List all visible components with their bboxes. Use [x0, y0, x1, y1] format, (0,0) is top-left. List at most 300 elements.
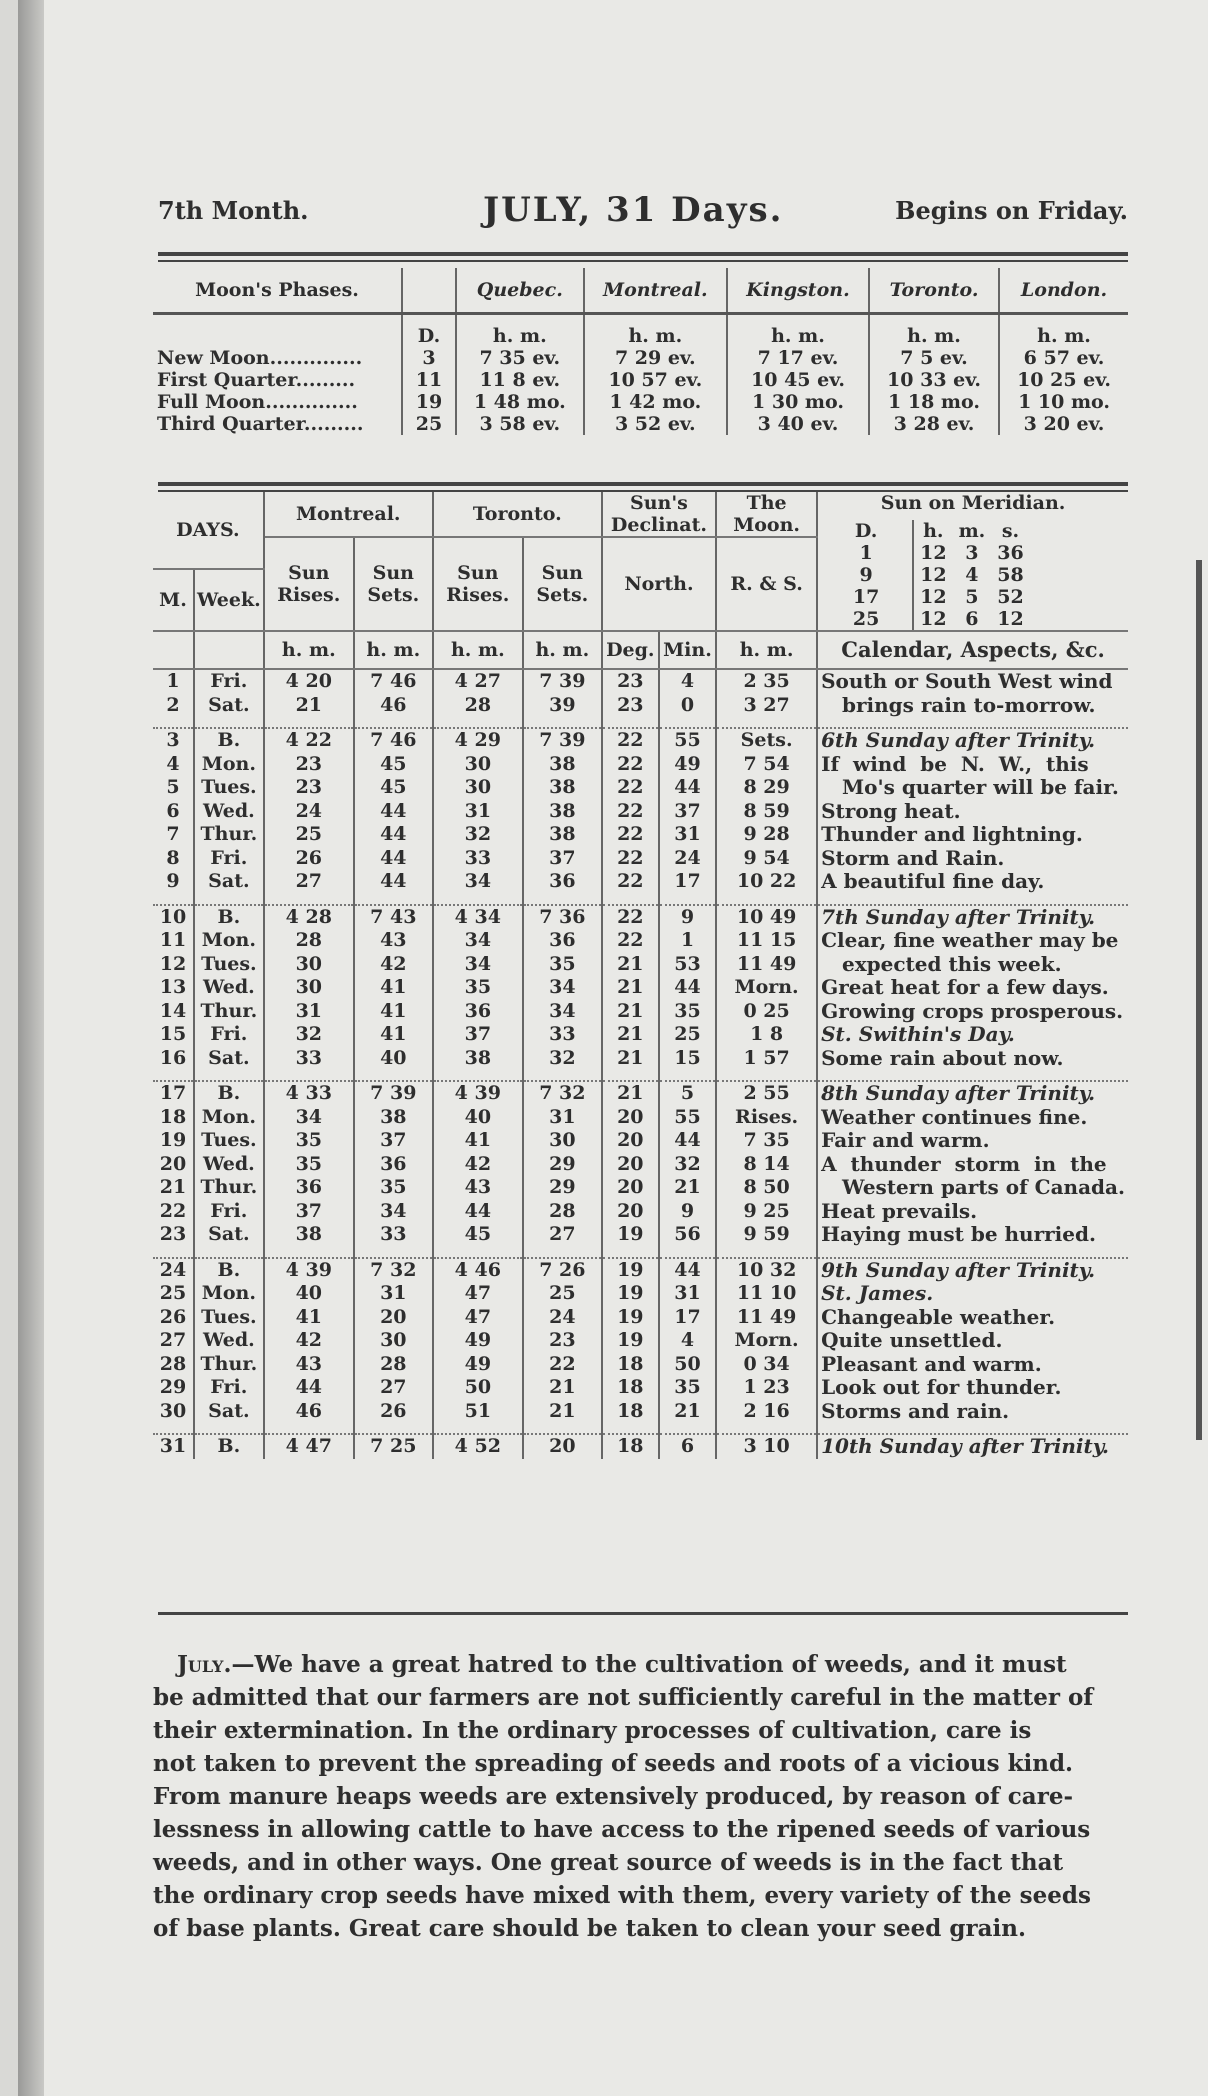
day-ms: 7 25: [354, 1434, 433, 1459]
unit-hm: h. m.: [716, 631, 817, 669]
day-mr: 30: [264, 953, 354, 977]
meridian-s: 58: [997, 564, 1024, 586]
phase-time-toronto: 10 33 ev.: [869, 369, 999, 391]
moon-phase-row: [153, 391, 1128, 413]
day-m: 25: [153, 1282, 194, 1306]
day-mr: 33: [264, 1047, 354, 1071]
day-min: 37: [659, 800, 716, 824]
day-asp: expected this week.: [821, 951, 1062, 976]
meridian-h: 12: [920, 542, 947, 564]
meridian-h: 12: [920, 608, 947, 630]
day-min: 50: [659, 1353, 716, 1377]
kingston-header: Kingston.: [727, 268, 869, 314]
phase-time-quebec: 1 48 mo.: [456, 391, 584, 413]
day-tr: 33: [433, 847, 523, 871]
meridian-cell: [817, 492, 1128, 631]
moon-header: The Moon.: [716, 492, 817, 537]
day-tr: 4 46: [433, 1258, 523, 1283]
meridian-row: [820, 586, 1030, 608]
phase-time-montreal: 10 57 ev.: [584, 369, 727, 391]
day-w: Fri.: [194, 847, 264, 871]
day-mr: 41: [264, 1306, 354, 1330]
unit-hm: h. m.: [354, 631, 433, 669]
day-tr: 4 39: [433, 1081, 523, 1106]
week-gap: [153, 1423, 1128, 1434]
day-deg: 21: [602, 1023, 659, 1047]
day-moon: 3 27: [716, 694, 817, 718]
gap-cell: [264, 1247, 354, 1258]
day-tr: 40: [433, 1106, 523, 1130]
day-mr: 4 22: [264, 728, 354, 753]
gap-cell: [433, 1070, 523, 1081]
merid-head-m: m.: [958, 520, 986, 542]
day-w: Tues.: [194, 1129, 264, 1153]
day-ts: 33: [523, 1023, 602, 1047]
day-asp: Heat prevails.: [821, 1198, 978, 1223]
day-mr: 32: [264, 1023, 354, 1047]
day-ts: 36: [523, 929, 602, 953]
day-row: [153, 929, 1128, 953]
day-ts: 34: [523, 976, 602, 1000]
day-row: [153, 905, 1128, 930]
day-ts: 35: [523, 953, 602, 977]
meridian-row: [820, 608, 1030, 630]
phase-time-kingston: 10 45 ev.: [727, 369, 869, 391]
day-tr: 30: [433, 753, 523, 777]
gap-cell: [194, 1423, 264, 1434]
gap-cell: [817, 1070, 1128, 1081]
day-ms: 7 32: [354, 1258, 433, 1283]
day-tr: 34: [433, 953, 523, 977]
day-mr: 4 47: [264, 1434, 354, 1459]
day-asp: Quite unsettled.: [821, 1328, 1003, 1352]
gap-cell: [817, 1247, 1128, 1258]
day-asp: Some rain about now.: [821, 1045, 1064, 1070]
phase-time-quebec: 7 35 ev.: [456, 347, 584, 369]
day-asp: Clear, fine weather may be: [821, 928, 1119, 952]
phase-name: New Moon..............: [153, 347, 402, 369]
day-ms: 35: [354, 1176, 433, 1200]
margin-bar: [1196, 560, 1202, 1440]
day-min: 25: [659, 1023, 716, 1047]
day-moon: 8 29: [716, 776, 817, 800]
day-m: 16: [153, 1047, 194, 1071]
day-row: [153, 1434, 1128, 1459]
day-m: 10: [153, 905, 194, 930]
day-row: [153, 1200, 1128, 1224]
gap-cell: [433, 1247, 523, 1258]
meridian-m: 3: [965, 542, 979, 564]
gap-cell: [523, 717, 602, 728]
day-deg: 21: [602, 976, 659, 1000]
day-ms: 7 46: [354, 728, 433, 753]
meridian-d: 17: [820, 586, 913, 608]
gap-cell: [523, 1423, 602, 1434]
day-w: Fri.: [194, 669, 264, 694]
day-ts: 7 39: [523, 728, 602, 753]
gap-cell: [354, 894, 433, 905]
meridian-row: [820, 542, 1030, 564]
day-tr: 47: [433, 1282, 523, 1306]
gap-cell: [602, 1070, 659, 1081]
day-ts: 36: [523, 870, 602, 894]
double-rule-top: [158, 252, 1128, 256]
day-asp: Western parts of Canada.: [821, 1175, 1125, 1199]
day-ts: 37: [523, 847, 602, 871]
gap-cell: [523, 1070, 602, 1081]
day-moon: 9 25: [716, 1200, 817, 1224]
day-ts: 7 26: [523, 1258, 602, 1283]
day-m: 3: [153, 728, 194, 753]
almanac-page: [18, 0, 1208, 2096]
day-moon: 7 54: [716, 753, 817, 777]
day-row: [153, 1176, 1128, 1200]
day-asp: Growing crops prosperous.: [821, 998, 1124, 1023]
day-asp: Storms and rain.: [821, 1398, 1010, 1423]
day-mr: 26: [264, 847, 354, 871]
day-min: 9: [659, 905, 716, 930]
day-ms: 36: [354, 1153, 433, 1177]
day-m: 30: [153, 1400, 194, 1424]
day-asp: If wind be N. W., this: [821, 751, 1089, 776]
day-ms: 42: [354, 953, 433, 977]
meridian-row: [820, 564, 1030, 586]
essay-line: be admitted that our farmers are not sufficiently careful in the matter of: [153, 1684, 1094, 1711]
week-header: Week.: [194, 569, 264, 631]
day-ts: 24: [523, 1306, 602, 1330]
day-ts: 32: [523, 1047, 602, 1071]
day-mr: 42: [264, 1329, 354, 1353]
day-row: [153, 1106, 1128, 1130]
essay-line: their extermination. In the ordinary processes of cultivation, care is: [153, 1717, 1032, 1744]
day-tr: 4 27: [433, 669, 523, 694]
phase-time-quebec: 3 58 ev.: [456, 413, 584, 435]
phase-name: Third Quarter.........: [153, 413, 402, 435]
day-mr: 23: [264, 753, 354, 777]
day-row: [153, 1306, 1128, 1330]
day-tr: 4 29: [433, 728, 523, 753]
day-row: [153, 976, 1128, 1000]
day-moon: 2 35: [716, 669, 817, 694]
day-asp: 9th Sunday after Trinity.: [817, 1258, 1128, 1283]
gap-cell: [153, 1247, 194, 1258]
day-min: 9: [659, 1200, 716, 1224]
day-mr: 40: [264, 1282, 354, 1306]
day-w: B.: [194, 905, 264, 930]
day-row: [153, 1000, 1128, 1024]
moon-phase-row: [153, 347, 1128, 369]
day-ms: 7 39: [354, 1081, 433, 1106]
page-header: [158, 190, 1128, 230]
essay-line: not taken to prevent the spreading of seeds and roots of a vicious kind.: [153, 1750, 1074, 1777]
meridian-h: 12: [920, 586, 947, 608]
day-asp: A thunder storm in the: [821, 1151, 1107, 1176]
day-tr: 31: [433, 800, 523, 824]
day-deg: 21: [602, 953, 659, 977]
day-w: Tues.: [194, 776, 264, 800]
gap-cell: [817, 717, 1128, 728]
meridian-d: 9: [820, 564, 913, 586]
day-ms: 41: [354, 1023, 433, 1047]
gap-cell: [659, 1070, 716, 1081]
day-ts: 30: [523, 1129, 602, 1153]
gap-cell: [659, 717, 716, 728]
day-ms: 44: [354, 847, 433, 871]
day-w: Sat.: [194, 870, 264, 894]
day-asp: Look out for thunder.: [821, 1375, 1062, 1399]
day-ms: 44: [354, 823, 433, 847]
gap-cell: [354, 717, 433, 728]
day-tr: 34: [433, 929, 523, 953]
day-moon: 0 25: [716, 1000, 817, 1024]
unit-blank: [194, 631, 264, 669]
day-ms: 34: [354, 1200, 433, 1224]
day-deg: 20: [602, 1153, 659, 1177]
day-min: 44: [659, 776, 716, 800]
day-row: [153, 1353, 1128, 1377]
gap-cell: [194, 717, 264, 728]
north-header: North.: [602, 537, 716, 631]
phase-time-quebec: 11 8 ev.: [456, 369, 584, 391]
day-moon: 1 57: [716, 1047, 817, 1071]
moon-phase-row: [153, 369, 1128, 391]
declination-header: Sun's Declinat.: [602, 492, 716, 537]
day-w: Thur.: [194, 1353, 264, 1377]
moon-phases-table: [153, 268, 1128, 435]
day-asp: 8th Sunday after Trinity.: [817, 1081, 1128, 1106]
day-asp: Changeable weather.: [821, 1304, 1056, 1329]
unit-hm: h. m.: [1037, 325, 1091, 347]
meridian-s: 12: [997, 608, 1024, 630]
day-asp: St. James.: [821, 1281, 934, 1305]
day-row: [153, 1282, 1128, 1306]
gap-cell: [716, 894, 817, 905]
day-deg: 22: [602, 847, 659, 871]
essay-line: lessness in allowing cattle to have access to the ripened seeds of various: [153, 1816, 1091, 1843]
phase-name: First Quarter.........: [153, 369, 402, 391]
day-w: Wed.: [194, 800, 264, 824]
week-gap: [153, 717, 1128, 728]
begins-on: Begins on Friday.: [895, 196, 1128, 225]
day-moon: 10 49: [716, 905, 817, 930]
day-w: Thur.: [194, 1000, 264, 1024]
day-deg: 19: [602, 1329, 659, 1353]
gap-cell: [153, 1423, 194, 1434]
day-min: 1: [659, 929, 716, 953]
unit-deg: Deg.: [602, 631, 659, 669]
essay-paragraph: [153, 1648, 1128, 1945]
essay-line: the ordinary crop seeds have mixed with them, every variety of the seeds: [153, 1882, 1091, 1909]
day-row: [153, 1081, 1128, 1106]
month-number: 7th Month.: [158, 196, 309, 225]
day-m: 12: [153, 953, 194, 977]
day-tr: 51: [433, 1400, 523, 1424]
meridian-h: 12: [920, 564, 947, 586]
day-deg: 20: [602, 1129, 659, 1153]
day-tr: 43: [433, 1176, 523, 1200]
day-moon: 1 23: [716, 1376, 817, 1400]
day-tr: 35: [433, 976, 523, 1000]
day-w: Sat.: [194, 694, 264, 718]
day-row: [153, 1400, 1128, 1424]
day-moon: Morn.: [716, 1329, 817, 1353]
day-asp: Strong heat.: [821, 798, 961, 823]
day-w: Fri.: [194, 1023, 264, 1047]
day-asp: Weather continues fine.: [821, 1104, 1088, 1129]
day-m: 5: [153, 776, 194, 800]
day-mr: 23: [264, 776, 354, 800]
day-ms: 7 46: [354, 669, 433, 694]
day-ts: 29: [523, 1176, 602, 1200]
day-moon: 2 55: [716, 1081, 817, 1106]
phase-day: 3: [402, 347, 456, 369]
moon-phase-row: [153, 413, 1128, 435]
day-asp: Great heat for a few days.: [821, 975, 1109, 999]
day-row: [153, 1329, 1128, 1353]
essay-line: of base plants. Great care should be taken to clean your seed grain.: [153, 1915, 1026, 1942]
day-ts: 28: [523, 1200, 602, 1224]
day-deg: 22: [602, 753, 659, 777]
day-ts: 38: [523, 800, 602, 824]
day-w: Sat.: [194, 1400, 264, 1424]
day-ms: 26: [354, 1400, 433, 1424]
day-tr: 34: [433, 870, 523, 894]
day-row: [153, 776, 1128, 800]
day-min: 17: [659, 870, 716, 894]
day-asp: Fair and warm.: [821, 1128, 990, 1152]
unit-hm: h. m.: [523, 631, 602, 669]
meridian-title: Sun on Meridian.: [880, 492, 1066, 514]
meridian-s: 36: [997, 542, 1024, 564]
day-tr: 42: [433, 1153, 523, 1177]
double-rule-top-thin: [158, 260, 1128, 262]
day-moon: 0 34: [716, 1353, 817, 1377]
day-row: [153, 1023, 1128, 1047]
gap-cell: [523, 894, 602, 905]
day-deg: 23: [602, 669, 659, 694]
day-moon: 2 16: [716, 1400, 817, 1424]
day-deg: 20: [602, 1200, 659, 1224]
m-header: M.: [153, 569, 194, 631]
page-title: JULY, 31 Days.: [483, 190, 784, 230]
essay-line: weeds, and in other ways. One great source of weeds is in the fact that: [153, 1849, 1064, 1876]
day-ts: 21: [523, 1400, 602, 1424]
day-w: B.: [194, 728, 264, 753]
gap-cell: [602, 894, 659, 905]
day-ts: 21: [523, 1376, 602, 1400]
day-tr: 45: [433, 1223, 523, 1247]
day-asp: Mo's quarter will be fair.: [821, 775, 1119, 799]
day-mr: 24: [264, 800, 354, 824]
day-mr: 4 39: [264, 1258, 354, 1283]
unit-hm: h. m.: [584, 314, 727, 348]
day-tr: 50: [433, 1376, 523, 1400]
day-ts: 7 32: [523, 1081, 602, 1106]
day-deg: 22: [602, 728, 659, 753]
day-w: Wed.: [194, 976, 264, 1000]
day-m: 15: [153, 1023, 194, 1047]
day-min: 35: [659, 1376, 716, 1400]
day-m: 26: [153, 1306, 194, 1330]
day-min: 0: [659, 694, 716, 718]
day-moon: 11 15: [716, 929, 817, 953]
meridian-d: 25: [820, 608, 913, 630]
day-ms: 41: [354, 1000, 433, 1024]
day-ts: 38: [523, 776, 602, 800]
day-row: [153, 1129, 1128, 1153]
day-asp: Storm and Rain.: [821, 845, 1005, 870]
day-moon: 7 35: [716, 1129, 817, 1153]
day-ms: 37: [354, 1129, 433, 1153]
gap-cell: [602, 717, 659, 728]
gap-cell: [716, 1070, 817, 1081]
day-asp: 6th Sunday after Trinity.: [817, 728, 1128, 753]
day-w: B.: [194, 1081, 264, 1106]
day-deg: 19: [602, 1306, 659, 1330]
day-mr: 4 20: [264, 669, 354, 694]
day-tr: 37: [433, 1023, 523, 1047]
day-ts: 38: [523, 823, 602, 847]
essay-lead: July.: [177, 1651, 232, 1678]
day-ms: 41: [354, 976, 433, 1000]
day-min: 31: [659, 823, 716, 847]
day-ms: 44: [354, 800, 433, 824]
day-w: Sat.: [194, 1223, 264, 1247]
phase-time-london: 10 25 ev.: [1017, 369, 1112, 391]
day-asp: 7th Sunday after Trinity.: [817, 905, 1128, 930]
gap-cell: [817, 894, 1128, 905]
day-m: 28: [153, 1353, 194, 1377]
day-row: [153, 870, 1128, 894]
day-mr: 27: [264, 870, 354, 894]
meridian-m: 6: [965, 608, 979, 630]
day-deg: 22: [602, 823, 659, 847]
gap-cell: [153, 894, 194, 905]
day-m: 24: [153, 1258, 194, 1283]
gap-cell: [153, 717, 194, 728]
unit-d: D.: [402, 314, 456, 348]
day-col-header: [402, 268, 456, 314]
day-tr: 4 52: [433, 1434, 523, 1459]
montreal-header: Montreal.: [584, 268, 727, 314]
toronto-header: Toronto.: [869, 268, 999, 314]
day-w: Wed.: [194, 1329, 264, 1353]
day-w: Mon.: [194, 1282, 264, 1306]
day-w: Fri.: [194, 1376, 264, 1400]
day-deg: 21: [602, 1047, 659, 1071]
day-min: 21: [659, 1400, 716, 1424]
unit-hm: h. m.: [456, 314, 584, 348]
day-moon: 11 10: [716, 1282, 817, 1306]
gap-cell: [716, 1423, 817, 1434]
day-asp: brings rain to-morrow.: [821, 692, 1096, 717]
day-ts: 7 36: [523, 905, 602, 930]
day-asp: A beautiful fine day.: [821, 869, 1045, 893]
phase-time-london: 1 10 mo.: [1018, 391, 1111, 413]
day-m: 2: [153, 694, 194, 718]
day-m: 6: [153, 800, 194, 824]
day-tr: 41: [433, 1129, 523, 1153]
montreal-rises-header: Sun Rises.: [264, 537, 354, 631]
day-m: 11: [153, 929, 194, 953]
toronto-rises-header: Sun Rises.: [433, 537, 523, 631]
day-moon: 8 59: [716, 800, 817, 824]
day-mr: 43: [264, 1353, 354, 1377]
day-tr: 49: [433, 1353, 523, 1377]
day-tr: 38: [433, 1047, 523, 1071]
day-moon: 9 28: [716, 823, 817, 847]
rs-header: R. & S.: [716, 537, 817, 631]
